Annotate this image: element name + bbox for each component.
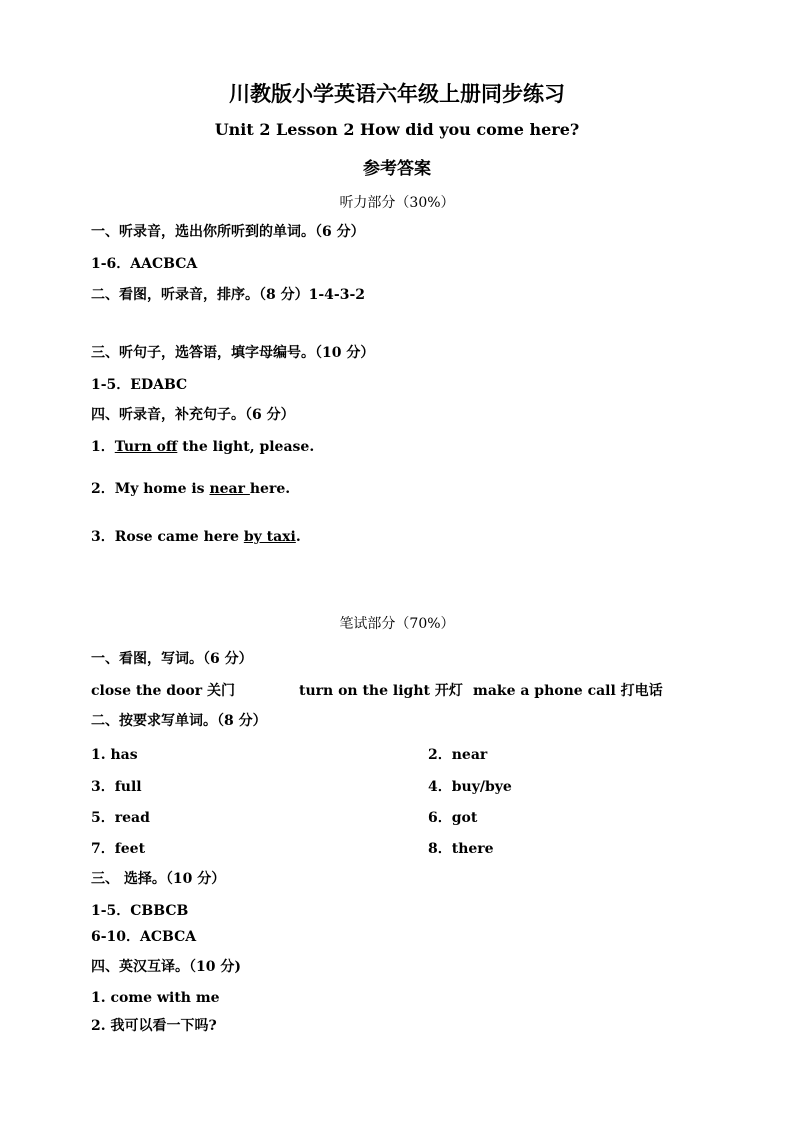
item-text: My home is — [114, 481, 210, 497]
item-text: . — [295, 529, 301, 545]
written-s4-title: 四、英汉互译。（10 分) — [91, 959, 241, 975]
item-answer: near — [209, 481, 250, 497]
item-number: 3． — [91, 529, 115, 545]
page-title: 川教版小学英语六年级上册同步练习 — [229, 81, 565, 106]
item-text: Rose came here — [114, 529, 244, 545]
listening-q4-item-1 — [91, 438, 314, 456]
written-s1-answer-1: close the door 关门 — [91, 683, 235, 699]
written-s4-answer-1: 1. come with me — [91, 990, 220, 1006]
written-s2-answer-1: 1. has — [91, 747, 138, 763]
listening-heading: 听力部分（30%） — [339, 195, 455, 211]
listening-q3-answer: 1-5．EDABC — [91, 377, 188, 393]
written-s2-answer-3: 3．full — [91, 779, 142, 795]
written-s3-answer-2: 6-10．ACBCA — [91, 929, 197, 945]
listening-q1-answer: 1-6．AACBCA — [91, 256, 198, 272]
listening-q3-title: 三、听句子，选答语，填字母编号。（10 分） — [91, 345, 375, 361]
listening-q4-item-2 — [91, 480, 290, 498]
answer-heading: 参考答案 — [363, 159, 431, 179]
written-s2-title: 二、按要求写单词。（8 分） — [91, 713, 267, 729]
written-s3-title: 三、 选择。（10 分） — [91, 871, 226, 887]
item-number: 1． — [91, 439, 115, 455]
written-s1-answer-2: turn on the light 开灯 — [299, 683, 463, 699]
page-subtitle: Unit 2 Lesson 2 How did you come here? — [214, 120, 580, 139]
written-s2-answer-7: 7．feet — [91, 841, 146, 857]
written-s3-answer-1: 1-5．CBBCB — [91, 903, 189, 919]
written-s2-answer-6: 6．got — [428, 810, 478, 826]
item-answer: by taxi — [243, 529, 296, 545]
item-text: here. — [249, 481, 291, 497]
written-s4-answer-2: 2. 我可以看一下吗? — [91, 1018, 217, 1034]
listening-q1-title: 一、听录音，选出你所听到的单词。（6 分） — [91, 224, 365, 240]
written-s2-answer-4: 4．buy/bye — [428, 779, 512, 795]
item-text: the light, please. — [177, 439, 315, 455]
item-answer: Turn off — [114, 439, 178, 455]
written-s1-title: 一、看图，写词。（6 分） — [91, 651, 253, 667]
written-s2-answer-5: 5．read — [91, 810, 150, 826]
written-s2-answer-2: 2．near — [428, 747, 488, 763]
written-heading: 笔试部分（70%） — [339, 616, 455, 632]
written-s2-answer-8: 8．there — [428, 841, 494, 857]
listening-q2-line: 二、看图，听录音，排序。（8 分）1-4-3-2 — [91, 287, 366, 303]
written-s1-answer-3: make a phone call 打电话 — [473, 683, 663, 699]
listening-q4-title: 四、听录音，补充句子。（6 分） — [91, 407, 295, 423]
listening-q4-item-3 — [91, 528, 301, 546]
item-number: 2． — [91, 481, 115, 497]
